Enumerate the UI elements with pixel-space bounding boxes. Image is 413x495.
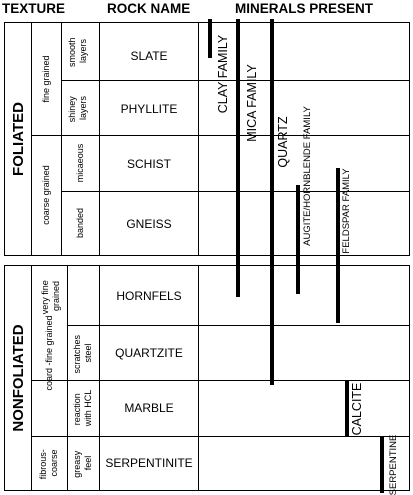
mineral-label-calcite: CALCITE [350,382,364,436]
mineral-label-clay-family: CLAY FAMILY [216,34,230,114]
rock-name-hornfels: HORNFELS [116,289,182,303]
grain-line: fibrous- [38,449,48,480]
texture-line: greasy [72,450,82,478]
grain-label-fibrous-coarse [38,447,59,480]
rock-name-gneiss: GNEISS [126,217,172,231]
nonfoliated-table-grid [5,266,410,491]
texture-line: grained [51,280,61,312]
mineral-label-serpentine: SERPENTINE [388,434,399,495]
texture-line: with HCL [83,389,93,427]
grain-label-coard-fine: coard -fine grained [44,315,54,391]
texture-line: shiney [67,96,77,123]
texture-label-serpentinite [72,448,93,478]
texture-line: scratches [72,335,82,374]
texture-line: layers [78,38,88,64]
texture-label-marble [72,390,93,428]
mineral-label-mica-family: MICA FAMILY [245,64,259,142]
grain-label-coarse: coarse grained [41,165,51,225]
rock-name-slate: SLATE [130,49,168,63]
texture-label-gneiss: banded [75,207,85,239]
group-label-nonfoliated: NONFOLIATED [10,324,27,432]
grain-label-fine: fine grained [41,55,51,103]
rock-name-marble: MARBLE [124,401,174,415]
grain-line: coarse [49,449,59,477]
texture-line: feel [83,455,93,471]
texture-label-quartzite [72,332,93,373]
header-rock-name: ROCK NAME [107,1,191,16]
texture-line: very fine [40,280,50,315]
mineral-label-feldspar-family: FELDSPAR FAMILY [341,168,352,254]
texture-label-phyllite [67,94,88,123]
texture-label-hornfels [40,278,61,315]
nonfoliated-border [5,266,410,491]
texture-line: smooth [67,37,77,68]
texture-line: layers [78,95,88,121]
texture-line: steel [83,343,93,363]
rock-name-schist: SCHIST [126,157,172,171]
group-label-foliated: FOLIATED [10,102,27,176]
header-minerals-present: MINERALS PRESENT [235,1,374,16]
rock-name-phyllite: PHYLLITE [120,102,178,116]
texture-line: reaction [72,393,82,426]
header-texture: TEXTURE [2,1,66,16]
mineral-label-quartz: QUARTZ [276,116,290,168]
texture-label-schist: micaeous [75,143,85,183]
mineral-label-augite-hornblende-family: AUGITE/HORNBLENDE FAMILY [302,106,313,246]
texture-label-slate [67,35,88,67]
rock-name-serpentinite: SERPENTINITE [105,456,193,470]
rock-name-quartzite: QUARTZITE [115,346,183,360]
